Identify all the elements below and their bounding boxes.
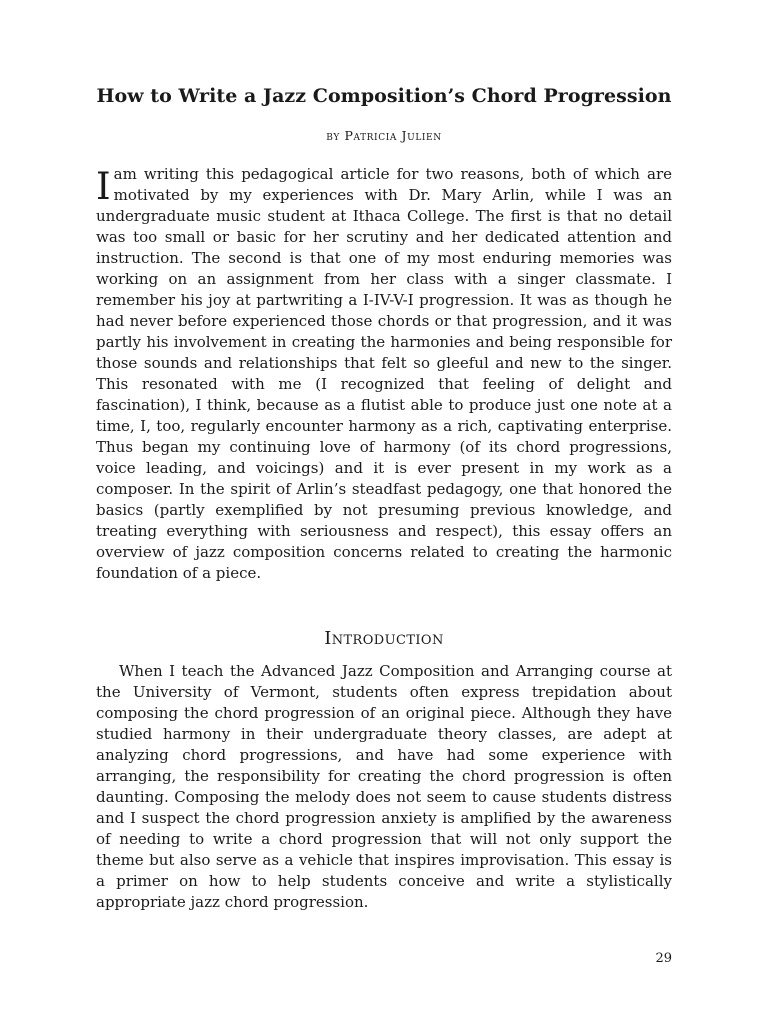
intro-paragraph [96,164,672,584]
article-byline: by Patricia Julien [326,128,442,143]
article-title: How to Write a Jazz Composition’s Chord Progression [96,85,672,107]
drop-cap: I [96,165,111,208]
intro-paragraph-text: am writing this pedagogical article for two reasons, both of which are motivated by my experiences with Dr. Mary Arlin, while I was an undergraduate music student at Ithaca College. The first is that no detail was too small or basic for her scrutiny and her dedicated attention and instruction. The second is that one of my most enduring memories was working on an assignment from her class with a singer classmate. I remember his joy at partwriting a I-IV-V-I progression. It was as though he had never before experienced those chords or that progression, and it was partly his involvement in creating the harmonies and being responsible for those sounds and relationships that felt so gleeful and new to the singer. This resonated with me (I recognized that feeling of delight and fascination), I think, because as a flutist able to produce just one note at a time, I, too, regularly encounter harmony as a rich, captivating enterprise. Thus began my continuing love of harmony (of its chord progressions, voice leading, and voicings) and it is ever present in my work as a composer. In the spirit of Arlin’s steadfast pedagogy, one that honored the basics (partly exemplified by not presuming previous knowledge, and treating everything with seriousness and respect), this essay offers an overview of jazz composition concerns related to creating the harmonic foundation of a piece. [96,165,672,582]
section-heading-introduction: Introduction [324,628,444,649]
page-number: 29 [655,951,672,966]
introduction-paragraph: When I teach the Advanced Jazz Composition and Arranging course at the University of Vermont, students often express trepidation about composing the chord progression of an original piece. Although they have studied harmony in their undergraduate theory classes, are adept at analyzing chord progressions, and have had some experience with arranging, the responsibility for creating the chord progression is often daunting. Composing the melody does not seem to cause students distress and I suspect the chord progression anxiety is amplified by the awareness of needing to write a chord progression that will not only support the theme but also serve as a vehicle that inspires improvisation. This essay is a primer on how to help students conceive and write a stylistically appropriate jazz chord progression. [96,662,672,911]
document-page [96,0,672,1024]
